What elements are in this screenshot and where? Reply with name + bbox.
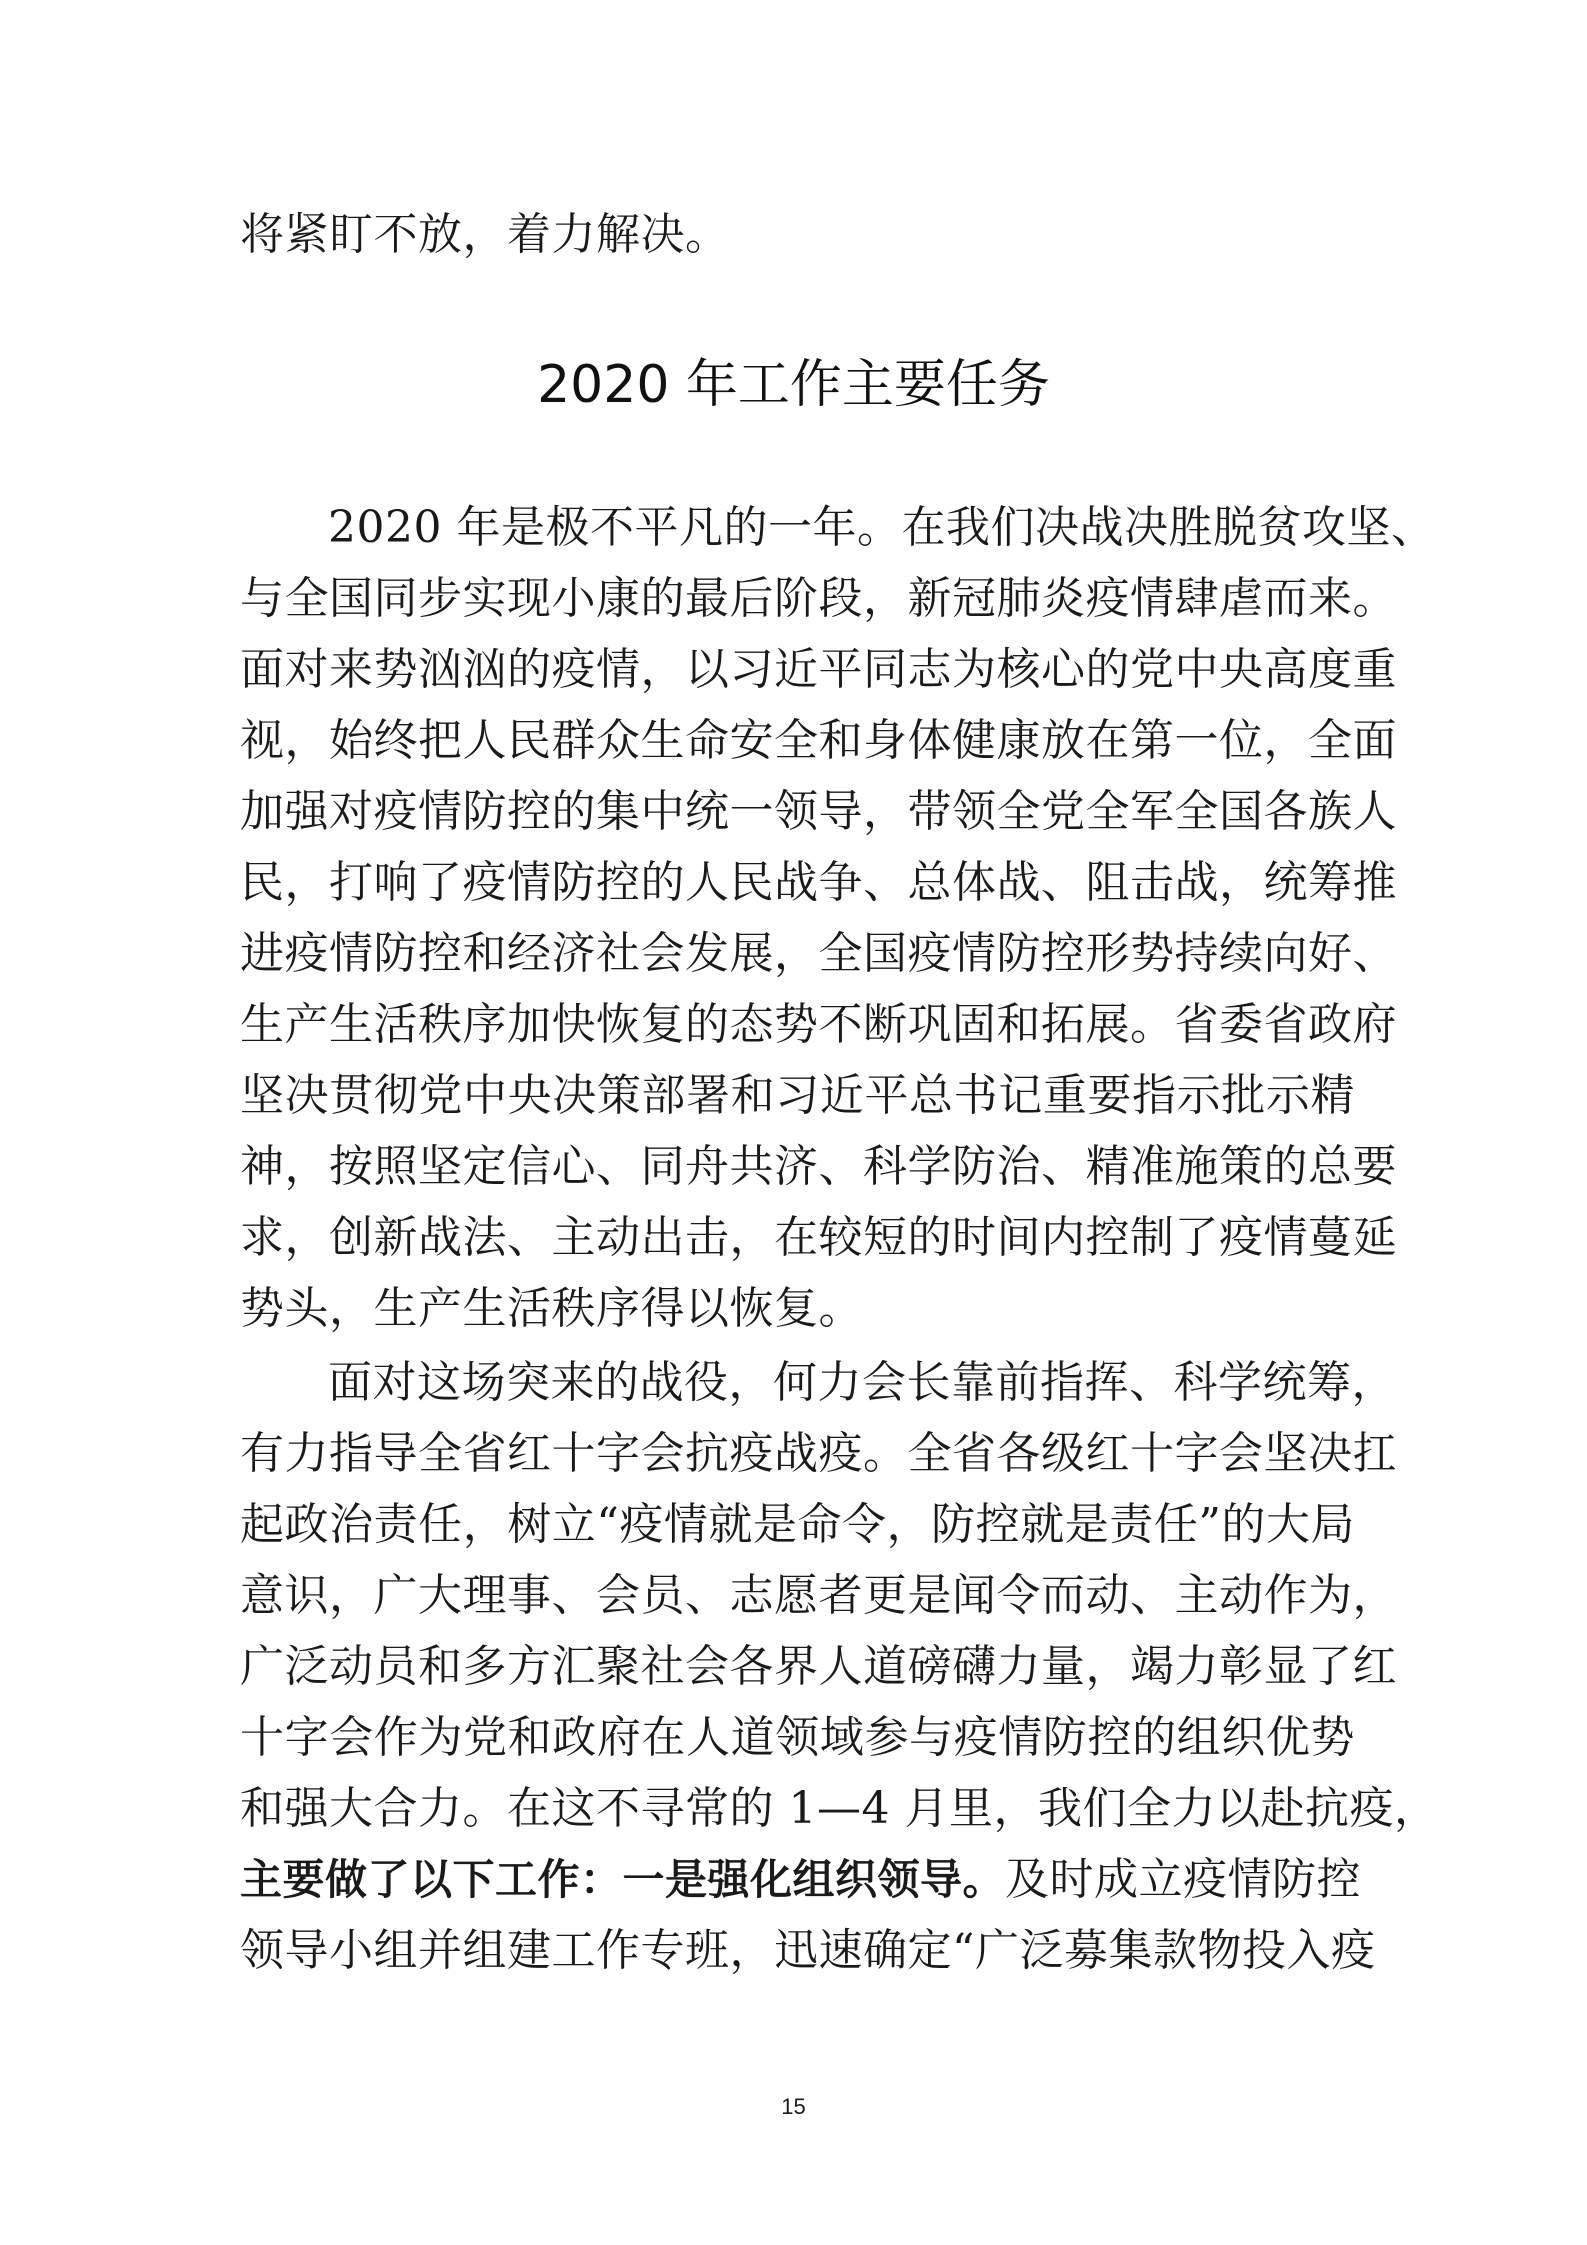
paragraph-line: 进疫情防控和经济社会发展，全国疫情防控形势持续向好、 (240, 928, 1397, 979)
paragraph-line: 和强大合力。在这不寻常的 1—4 月里，我们全力以赴抗疫， (240, 1783, 1439, 1834)
paragraph-line: 广泛动员和多方汇聚社会各界人道磅礴力量，竭力彰显了红 (240, 1641, 1397, 1692)
paragraph-line: 面对这场突来的战役，何力会长靠前指挥、科学统筹， (328, 1357, 1396, 1408)
paragraph-line: 意识，广大理事、会员、志愿者更是闻令而动、主动作为， (240, 1570, 1397, 1621)
paragraph-line: 求，创新战法、主动出击，在较短的时间内控制了疫情蔓延 (240, 1212, 1397, 1263)
section-heading: 2020 年工作主要任务 (537, 355, 1050, 415)
continuation-line: 将紧盯不放，着力解决。 (240, 209, 730, 260)
paragraph-line: 生产生活秩序加快恢复的态势不断巩固和拓展。省委省政府 (240, 999, 1397, 1050)
paragraph-line-emphasis (240, 1849, 1362, 1911)
paragraph-line: 加强对疫情防控的集中统一领导，带领全党全军全国各族人 (240, 786, 1397, 837)
paragraph-line: 视，始终把人民群众生命安全和身体健康放在第一位，全面 (240, 715, 1397, 766)
paragraph-line: 与全国同步实现小康的最后阶段，新冠肺炎疫情肆虐而来。 (240, 573, 1397, 624)
line-continuation: 及时成立疫情防控 (1005, 1854, 1362, 1905)
paragraph-line: 2020 年是极不平凡的一年。在我们决战决胜脱贫攻坚、 (328, 502, 1436, 553)
page-number: 15 (781, 2094, 806, 2119)
bold-emphasis: 主要做了以下工作：一是强化组织领导。 (240, 1855, 1006, 1904)
paragraph-line: 起政治责任，树立“疫情就是命令，防控就是责任”的大局 (240, 1499, 1355, 1550)
paragraph-line: 民，打响了疫情防控的人民战争、总体战、阻击战，统筹推 (240, 857, 1397, 908)
paragraph-line: 神，按照坚定信心、同舟共济、科学防治、精准施策的总要 (240, 1141, 1397, 1192)
paragraph-line: 十字会作为党和政府在人道领域参与疫情防控的组织优势 (240, 1712, 1355, 1763)
paragraph-line: 势头，生产生活秩序得以恢复。 (240, 1283, 863, 1334)
paragraph-line: 坚决贯彻党中央决策部署和习近平总书记重要指示批示精 (240, 1070, 1355, 1121)
paragraph-line: 领导小组并组建工作专班，迅速确定“广泛募集款物投入疫 (240, 1925, 1376, 1976)
paragraph-line: 有力指导全省红十字会抗疫战疫。全省各级红十字会坚决扛 (240, 1428, 1397, 1479)
paragraph-line: 面对来势汹汹的疫情，以习近平同志为核心的党中央高度重 (240, 644, 1397, 695)
